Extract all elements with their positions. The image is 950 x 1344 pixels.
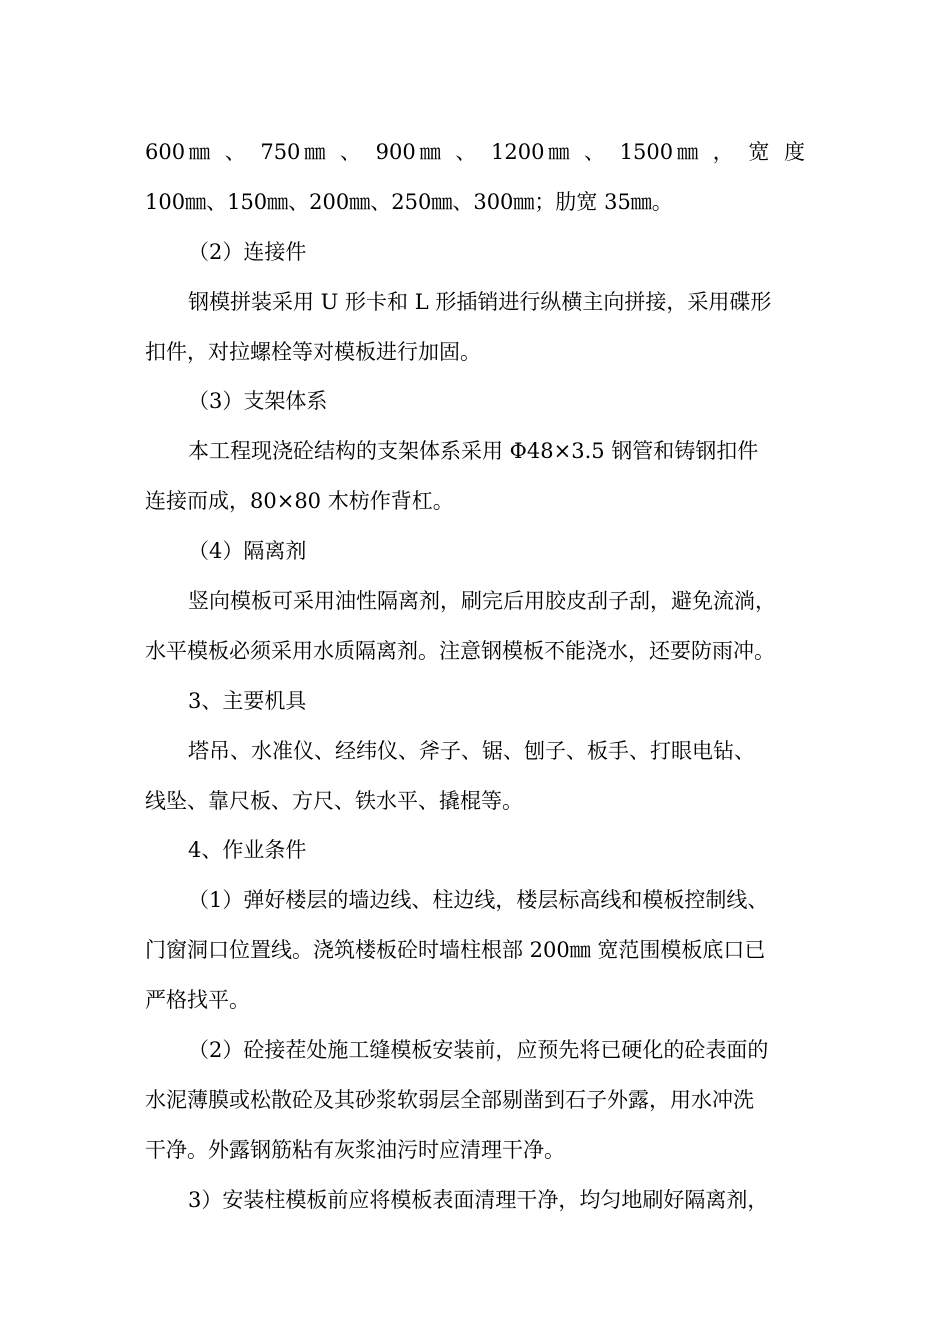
text-line-11: 水平模板必须采用水质隔离剂。注意钢模板不能浇水，还要防雨冲。	[145, 639, 775, 663]
text-line-18: 严格找平。	[145, 988, 250, 1012]
text-line-8: 连接而成，80×80 木枋作背杠。	[145, 489, 454, 513]
text-line-14: 线坠、靠尺板、方尺、铁水平、撬棍等。	[145, 789, 523, 813]
text-line-4: 钢模拼装采用 U 形卡和 L 形插销进行纵横主向拼接，采用碟形	[188, 290, 772, 314]
text-line-13: 塔吊、水准仪、经纬仪、斧子、锯、刨子、板手、打眼电钻、	[188, 739, 755, 763]
text-line-1: 600㎜ 、 750㎜ 、 900㎜ 、 1200㎜ 、 1500㎜ ， 宽 度	[145, 140, 805, 164]
section-heading-support-system: （3）支架体系	[188, 389, 328, 413]
text-line-10: 竖向模板可采用油性隔离剂，刷完后用胶皮刮子刮，避免流淌，	[188, 589, 776, 613]
text-line-2: 100㎜、150㎜、200㎜、250㎜、300㎜；肋宽 35㎜。	[145, 190, 673, 214]
text-line-16: （1）弹好楼层的墙边线、柱边线，楼层标高线和模板控制线、	[188, 888, 769, 912]
text-line-5: 扣件，对拉螺栓等对模板进行加固。	[145, 340, 481, 364]
section-heading-release-agent: （4）隔离剂	[188, 539, 307, 563]
text-line-22: 3）安装柱模板前应将模板表面清理干净，均匀地刷好隔离剂，	[188, 1188, 769, 1212]
section-heading-connectors: （2）连接件	[188, 240, 307, 264]
text-line-21: 干净。外露钢筋粘有灰浆油污时应清理干净。	[145, 1138, 565, 1162]
section-heading-work-conditions: 4、作业条件	[188, 838, 307, 862]
text-line-17: 门窗洞口位置线。浇筑楼板砼时墙柱根部 200㎜ 宽范围模板底口已	[145, 938, 766, 962]
text-line-20: 水泥薄膜或松散砼及其砂浆软弱层全部剔凿到石子外露，用水冲洗	[145, 1088, 754, 1112]
text-line-7: 本工程现浇砼结构的支架体系采用 Φ48×3.5 钢管和铸钢扣件	[188, 439, 759, 463]
text-line-19: （2）砼接茬处施工缝模板安装前，应预先将已硬化的砼表面的	[188, 1038, 769, 1062]
section-heading-main-tools: 3、主要机具	[188, 689, 307, 713]
